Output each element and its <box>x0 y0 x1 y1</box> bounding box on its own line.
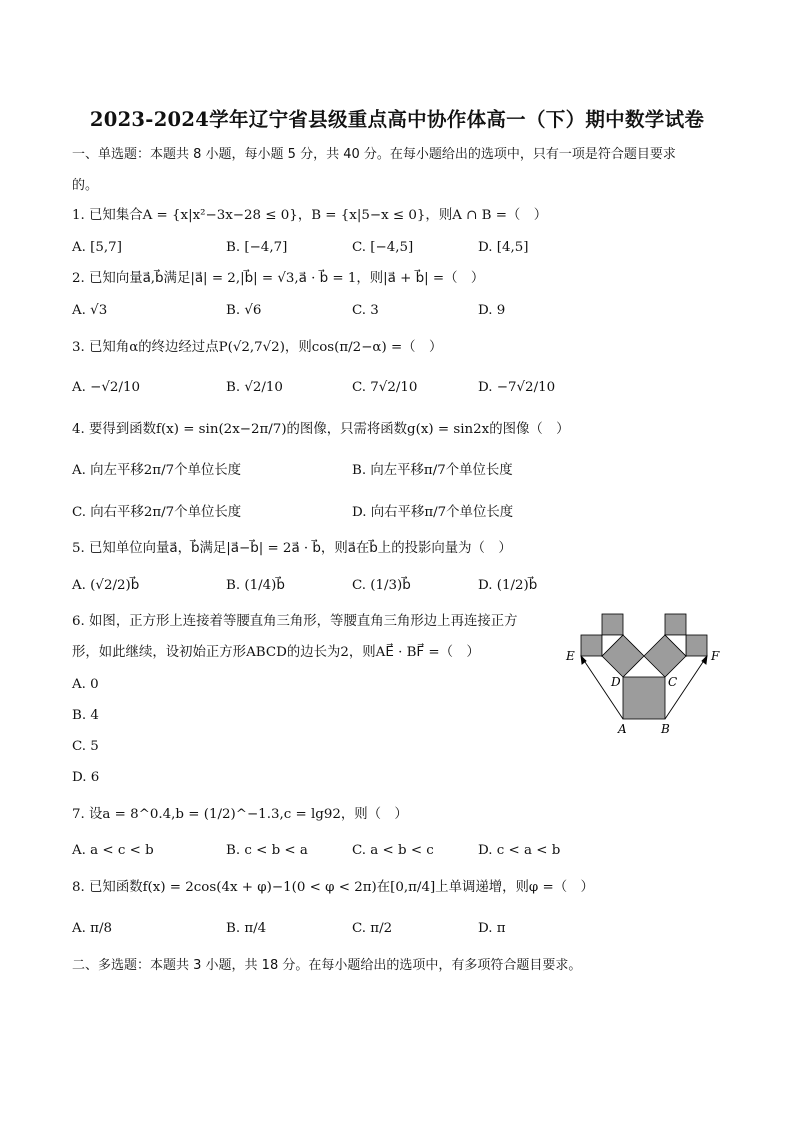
q5-option-d: D. (1/2)b⃗ <box>478 578 538 593</box>
q8-option-a: A. π/8 <box>72 921 113 936</box>
small-square-2 <box>602 614 623 635</box>
q1-option-d: D. [4,5] <box>478 240 529 255</box>
q4-option-d: D. 向右平移π/7个单位长度 <box>352 505 514 520</box>
q3-stem: 3. 已知角α的终边经过点P(√2,7√2)，则cos(π/2−α) =（ ） <box>72 340 443 355</box>
q4-stem: 4. 要得到函数f(x) = sin(2x−2π/7)的图像，只需将函数g(x) = sin2x的图像（ ） <box>72 422 570 437</box>
label-e: E <box>566 649 575 663</box>
square-abcd <box>623 677 665 719</box>
q7-option-a: A. a < c < b <box>72 843 154 858</box>
q6-option-c: C. 5 <box>72 739 99 754</box>
label-d: D <box>611 675 621 689</box>
q6-option-a: A. 0 <box>72 677 99 692</box>
q6-stem-line2: 形，如此继续，设初始正方形ABCD的边长为2，则AE⃗ · BF⃗ =（ ） <box>72 645 480 660</box>
label-c: C <box>668 675 678 689</box>
q4-option-b: B. 向左平移π/7个单位长度 <box>352 463 513 478</box>
label-a: A <box>618 722 627 736</box>
q2-option-c: C. 3 <box>352 303 379 318</box>
q6-geometry-figure <box>560 608 730 738</box>
q8-option-c: C. π/2 <box>352 921 393 936</box>
small-square-3 <box>665 614 686 635</box>
q1-stem: 1. 已知集合A = {x|x²−3x−28 ≤ 0}，B = {x|5−x ≤ 0}，则A ∩ B =（ ） <box>72 208 548 223</box>
q8-stem: 8. 已知函数f(x) = 2cos(4x + φ)−1(0 < φ < 2π)在[0,π/4]上单调递增，则φ =（ ） <box>72 880 594 895</box>
q3-option-c: C. 7√2/10 <box>352 380 418 395</box>
q7-stem: 7. 设a = 8^0.4,b = (1/2)^−1.3,c = lg92，则（ ） <box>72 807 408 822</box>
q6-stem-line1: 6. 如图，正方形上连接着等腰直角三角形，等腰直角三角形边上再连接正方 <box>72 614 518 629</box>
q7-option-d: D. c < a < b <box>478 843 561 858</box>
small-square-4 <box>686 635 707 656</box>
q7-option-b: B. c < b < a <box>226 843 308 858</box>
q2-option-b: B. √6 <box>226 303 262 318</box>
q1-option-b: B. [−4,7] <box>226 240 288 255</box>
section1-instruction-line2: 的。 <box>72 178 99 193</box>
page-title: 2023-2024学年辽宁省县级重点高中协作体高一（下）期中数学试卷 <box>89 108 705 131</box>
q3-option-b: B. √2/10 <box>226 380 283 395</box>
q4-option-a: A. 向左平移2π/7个单位长度 <box>72 463 242 478</box>
q1-option-c: C. [−4,5] <box>352 240 414 255</box>
q2-option-a: A. √3 <box>72 303 108 318</box>
section1-instruction-line1: 一、单选题：本题共 8 小题，每小题 5 分，共 40 分。在每小题给出的选项中，只有一项是符合题目要求 <box>72 147 676 162</box>
q5-option-a: A. (√2/2)b⃗ <box>72 578 140 593</box>
q8-option-b: B. π/4 <box>226 921 267 936</box>
q8-option-d: D. π <box>478 921 506 936</box>
q2-option-d: D. 9 <box>478 303 506 318</box>
q3-option-a: A. −√2/10 <box>72 380 141 395</box>
small-square-1 <box>581 635 602 656</box>
section2-instruction: 二、多选题：本题共 3 小题，共 18 分。在每小题给出的选项中，有多项符合题目要求。 <box>72 958 582 973</box>
q6-option-b: B. 4 <box>72 708 99 723</box>
q6-option-d: D. 6 <box>72 770 100 785</box>
q3-option-d: D. −7√2/10 <box>478 380 556 395</box>
label-b: B <box>661 722 670 736</box>
q7-option-c: C. a < b < c <box>352 843 434 858</box>
q4-option-c: C. 向右平移2π/7个单位长度 <box>72 505 242 520</box>
q5-stem: 5. 已知单位向量a⃗，b⃗满足|a⃗−b⃗| = 2a⃗ · b⃗，则a⃗在b⃗上的投影向量为（ ） <box>72 541 512 556</box>
q5-option-b: B. (1/4)b⃗ <box>226 578 285 593</box>
q1-option-a: A. [5,7] <box>72 240 122 255</box>
label-f: F <box>711 649 720 663</box>
q5-option-c: C. (1/3)b⃗ <box>352 578 411 593</box>
q2-stem: 2. 已知向量a⃗,b⃗满足|a⃗| = 2,|b⃗| = √3,a⃗ · b⃗ = 1，则|a⃗ + b⃗| =（ ） <box>72 271 485 286</box>
